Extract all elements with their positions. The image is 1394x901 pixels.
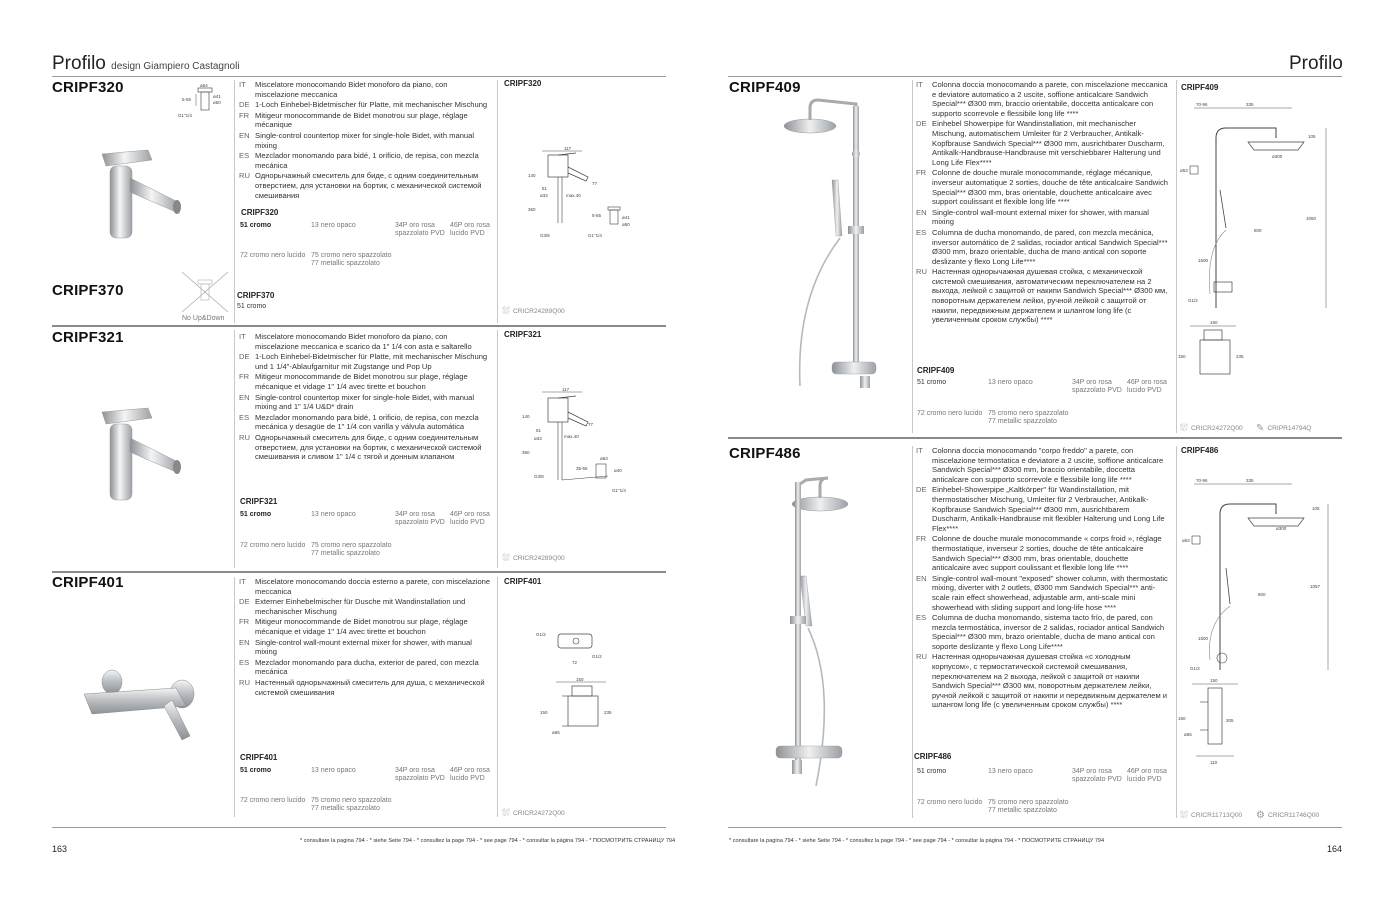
thermostat-cartridge-icon: ⚙ <box>1256 810 1265 821</box>
drawing-title: CRIPF401 <box>504 577 542 586</box>
drain-drawing-small <box>178 84 230 120</box>
column-divider <box>497 330 498 568</box>
svg-text:1057: 1057 <box>1310 584 1321 589</box>
svg-text:150: 150 <box>1178 354 1186 359</box>
column-divider <box>912 80 913 433</box>
svg-text:360: 360 <box>528 207 536 212</box>
description-cripf321: IT Miscelatore monocomando Bidet monoforo da piano, con miscelazione meccanica e scarico da 1" 1/4 con asta e saltarello DE 1-Loch Einhebel-Bidetmischer für Platte, mit mechanischer Mischung und 1 1/4"-Ablaufgarnitur mit Zugstange und Pop Up FR Mitigeur monocommande de Bidet monotrou sur plage, réglage mécanique et vidage 1" 1/4 avec tirette et bouchon EN Single-control countertop mixer for single-hole Bidet, with manual mixing and 1" 1/4 U&D* drain ES Mezclador monomando para bidé, 1 orificio, de repisa, con mezcla mecánica y desagüe de 1" 1/4 con varilla y válvula automática RU Однорычажный смеситель для биде, с одним соединительным отверстием, для установки на бортик, с механической системой смешивания и сливом 1" 1/4 с тягой и донным клапаном <box>239 332 488 462</box>
svg-text:ø300: ø300 <box>1276 526 1287 531</box>
accessory-ref: ⛆ CRICR24272Q00 <box>502 808 565 819</box>
brand-title: Profilo <box>1289 53 1343 74</box>
accessory-ref: ⛆ CRICR24272Q00 <box>1180 423 1243 434</box>
finish-cromo: 51 cromo <box>917 768 947 775</box>
technical-drawing-cripf320 <box>522 145 652 240</box>
finish-nero-opaco: 13 nero opaco <box>311 511 356 518</box>
finish-cromo: 51 cromo <box>240 767 272 774</box>
drawing-title: CRIPF320 <box>504 79 542 88</box>
column-divider <box>234 330 235 568</box>
svg-text:235: 235 <box>604 710 612 715</box>
finish-oro-rosa-spazz: 34P oro rosa spazzolato PVD <box>1072 768 1122 783</box>
finish-nero-opaco: 13 nero opaco <box>311 767 356 774</box>
description-cripf320: IT Miscelatore monocomando Bidet monoforo da piano, con miscelazione meccanica DE 1-Loch Einhebel-Bidetmischer für Platte, mit mechanischer Mischung FR Mitigeur monocommande de Bidet monotrou sur plage, réglage mécanique EN Single-control countertop mixer for single-hole Bidet, with manual mixing ES Mezclador monomando para bidé, 1 orificio, de repisa, con mezcla mecánica RU Однорычажный смеситель для биде, с одним соединительным отверстием, для установки на бортик, с механической системой смешивания <box>239 80 488 200</box>
finish-cromo-nero-lucido: 72 cromo nero lucido <box>240 252 306 259</box>
svg-text:105: 105 <box>1312 506 1320 511</box>
svg-text:70-96: 70-96 <box>1196 102 1208 107</box>
footer-note: * consultare la pagina 794 - * siehe Seite 794 - * consultez la page 794 - * see page 794 - * consultar la página 794 - * ПОСМОТРИТЕ СТРАНИЦУ 794 <box>729 838 1105 844</box>
svg-text:ø64: ø64 <box>200 83 208 88</box>
finish-cromo: 51 cromo <box>917 379 947 386</box>
svg-text:ø41: ø41 <box>622 215 630 220</box>
shower-head-icon: ⛆ <box>502 553 510 564</box>
drawing-title: CRIPF321 <box>504 330 542 339</box>
column-divider <box>234 80 235 323</box>
finish-code: CRIPF401 <box>240 753 278 762</box>
svg-text:G1/2: G1/2 <box>1188 298 1198 303</box>
finish-metallic-spazz: 77 metallic spazzolato <box>311 260 380 267</box>
description-cripf409: IT Colonna doccia monocomando a parete, con miscelazione meccanica e deviatore automatico a 2 uscite, soffione anticalcare Sandwich Special*** Ø300 mm, braccio orientabile, doccetta anticalcare con supporto scorrevole e flessibile long life **** DE Einhebel Showerpipe für Wandinstallation, mit mechanischer Mischung, automatischem Umleiter für 2 Verbraucher, Antikalk-Kopfbrause Sandwich Special*** Ø300 mm, ausrichtbarer Duscharm, Antikalk-Handbrause-Handbrause mit verschiebbarer Halterung und Long Life Flex**** FR Colonne de douche murale monocommande, réglage mécanique, inverseur automatique 2 sorties, douche de tête anticalcaire Sandwich Special*** Ø300 mm, bras orientable, douchette anticalcaire avec support coulissant et flexible long life **** EN Single-control wall-mount external mixer for shower, with manual mixing ES Columna de ducha monomando, de pared, con mezcla mecánica, inversor automático de 2 salidas, rociador antical Sandwich Special*** Ø300 mm, brazo orientable, ducha de mano antical con soporte deslizante y flexo Long Life**** RU Настенная однорычажная душевая стойка, с механической системой смешивания, автоматическим переключателем на 2 выхода, лейкой с защитой от накипи Sandwich Special*** Ø300 мм, поворотным держателем лейки, ручной лейкой с защитой от накипи, передвижным держателем и шлангом long life (с увеличенным сроком службы) **** <box>916 80 1168 325</box>
finish-cromo-nero-lucido: 72 cromo nero lucido <box>917 799 983 806</box>
technical-drawing-cripf486 <box>1176 474 1336 770</box>
product-code: CRIPF486 <box>729 445 801 462</box>
finish-metallic-spazz: 77 metallic spazzolato <box>311 805 380 812</box>
svg-text:235: 235 <box>1236 354 1244 359</box>
svg-text:G3/8: G3/8 <box>540 233 550 238</box>
finish-cromo-nero-spazz: 75 cromo nero spazzolato <box>988 410 1069 417</box>
column-divider <box>234 577 235 817</box>
accessory-ref: ⛆ CRICR11713Q00 <box>1180 810 1243 821</box>
finish-cromo: 51 cromo <box>237 303 267 310</box>
svg-text:150: 150 <box>540 710 548 715</box>
svg-text:G1"1/4: G1"1/4 <box>588 233 602 238</box>
section-rule <box>728 437 1342 439</box>
technical-drawing-cripf321 <box>518 388 648 498</box>
column-divider <box>912 446 913 818</box>
column-divider <box>1176 80 1177 433</box>
finish-cromo-nero-spazz: 75 cromo nero spazzolato <box>988 799 1069 806</box>
svg-text:150: 150 <box>576 677 584 682</box>
shower-head-icon: ⛆ <box>1180 810 1188 821</box>
svg-text:max.40: max.40 <box>564 434 579 439</box>
finish-metallic-spazz: 77 metallic spazzolato <box>988 807 1057 814</box>
svg-text:35-55: 35-55 <box>576 466 588 471</box>
svg-text:5-55: 5-55 <box>592 213 602 218</box>
finish-oro-rosa-spazz: 34P oro rosa spazzolato PVD <box>1072 379 1122 394</box>
brand-title: Profilo <box>52 53 106 74</box>
svg-text:ø41: ø41 <box>213 94 221 99</box>
footer-note: * consultare la pagina 794 - * siehe Seite 794 - * consultez la page 794 - * see page 794 - * consultar la página 794 - * ПОСМОТРИТЕ СТРАНИЦУ 794 <box>300 838 676 844</box>
svg-text:G3/8: G3/8 <box>534 474 544 479</box>
column-divider <box>497 80 498 323</box>
header-rule <box>728 76 1342 77</box>
product-code: CRIPF320 <box>52 79 124 96</box>
finish-oro-rosa-spazz: 34P oro rosa spazzolato PVD <box>395 767 445 782</box>
svg-text:800: 800 <box>1258 592 1266 597</box>
description-cripf486: IT Colonna doccia monocomando "corpo freddo" a parete, con miscelazione termostatica e deviatore a 2 uscite, soffione anticalcare Sandwich Special*** Ø300 mm, braccio orientabile, doccetta anticalcare con supporto scorrevole e flessibile long life **** DE Einhebel-Showerpipe „Kaltkörper" für Wandinstallation, mit thermostatischer Mischung, Umleiter für 2 Verbraucher, Antikalk-Kopfbrause Sandwich Special*** Ø300 mm, ausrichtbarem Duscharm, Antikalk-Handbrause mit flexibler Halterung und Long Life Flex**** FR Colonne de douche murale monocommande « corps froid », réglage thermostatique, inverseur 2 sorties, douche de tête anticalcaire Sandwich Special*** Ø300 mm, bras orientable, douchette anticalcaire avec support coulissant et flexible long life **** EN Single-control wall-mount "exposed" shower column, with thermostatic mixing, diverter with 2 outlets, Ø300 mm Sandwich Special*** anti-scale rain effect showerhead, adjustable arm, anti-scale mini showerhead with sliding support and long-life hose **** ES Columna de ducha monomando, sistema tacto frío, de pared, con mezcla termostática, inversor de 2 salidas, rociador antical Sandwich Special*** Ø300 mm, brazo orientable, ducha de mano antical con soporte deslizante y flexo Long Life**** RU Настенная однорычажная душевая стойка «с холодным корпусом», с термостатической системой смешивания, переключателем на 2 выхода, лейкой с защитой от накипи Sandwich Special*** Ø300 мм, поворотным держателем лейки, ручной лейкой с защитой от накипи и передвижным держателем и шлангом long life (с увеличенным сроком службы) **** <box>916 446 1168 710</box>
finish-cromo: 51 cromo <box>240 511 272 518</box>
svg-text:51: 51 <box>536 428 542 433</box>
svg-text:77: 77 <box>588 422 594 427</box>
accessory-ref: ✎ CRIPR14794Q <box>1256 423 1312 434</box>
finish-code: CRIPF486 <box>914 752 952 761</box>
finish-oro-rosa-lucido: 46P oro rosa lucido PVD <box>1127 379 1167 394</box>
svg-text:G1/2: G1/2 <box>1190 666 1200 671</box>
header-rule <box>52 76 666 77</box>
svg-text:335: 335 <box>1246 102 1254 107</box>
footer-rule <box>52 827 666 828</box>
page-number: 163 <box>52 844 68 854</box>
bidet-mixer-image <box>96 146 186 246</box>
finish-cromo-nero-spazz: 75 cromo nero spazzolato <box>311 542 392 549</box>
finish-nero-opaco: 13 nero opaco <box>311 222 356 229</box>
section-rule <box>52 571 666 573</box>
technical-drawing-cripf401 <box>536 628 626 740</box>
svg-text:105: 105 <box>1308 134 1316 139</box>
page-header-left <box>52 53 240 75</box>
accessory-ref: ⛆ CRICR24289Q00 <box>502 553 565 564</box>
svg-text:ø33: ø33 <box>540 193 548 198</box>
svg-text:150: 150 <box>1178 716 1186 721</box>
finish-oro-rosa-lucido: 46P oro rosa lucido PVD <box>450 511 490 526</box>
thermostatic-shower-column-image <box>776 476 896 816</box>
finish-cromo-nero-lucido: 72 cromo nero lucido <box>240 542 306 549</box>
column-divider <box>497 577 498 817</box>
finish-metallic-spazz: 77 metallic spazzolato <box>988 418 1057 425</box>
svg-text:ø40: ø40 <box>614 468 622 473</box>
finish-nero-opaco: 13 nero opaco <box>988 379 1033 386</box>
svg-text:140: 140 <box>528 173 536 178</box>
finish-cromo: 51 cromo <box>240 222 272 229</box>
svg-text:ø63: ø63 <box>600 456 608 461</box>
svg-text:77: 77 <box>592 181 598 186</box>
svg-text:max.40: max.40 <box>566 193 581 198</box>
finish-code: CRIPF370 <box>237 291 275 300</box>
svg-text:150: 150 <box>1210 678 1218 683</box>
page-number: 164 <box>1327 844 1343 854</box>
svg-text:ø50: ø50 <box>213 100 221 105</box>
accessory-ref: ⚙ CRICR11746Q00 <box>1256 810 1320 821</box>
accessory-ref: ⛆ CRICR24289Q00 <box>502 306 565 317</box>
svg-text:G1/2: G1/2 <box>592 654 602 659</box>
shower-mixer-image <box>78 666 208 746</box>
finish-cromo-nero-spazz: 75 cromo nero spazzolato <box>311 797 392 804</box>
svg-text:ø65: ø65 <box>1184 732 1192 737</box>
shower-head-icon: ⛆ <box>502 808 510 819</box>
shower-head-icon: ⛆ <box>502 306 510 317</box>
svg-text:800: 800 <box>1254 228 1262 233</box>
finish-nero-opaco: 13 nero opaco <box>988 768 1033 775</box>
svg-text:70-96: 70-96 <box>1196 478 1208 483</box>
finish-oro-rosa-spazz: 34P oro rosa spazzolato PVD <box>395 222 445 237</box>
finish-metallic-spazz: 77 metallic spazzolato <box>311 550 380 557</box>
svg-text:117: 117 <box>562 387 570 392</box>
svg-text:1050: 1050 <box>1306 216 1317 221</box>
bidet-mixer-drain-image <box>96 404 186 508</box>
svg-text:140: 140 <box>522 414 530 419</box>
product-code: CRIPF409 <box>729 79 801 96</box>
finish-code: CRIPF320 <box>241 208 279 217</box>
svg-text:360: 360 <box>522 450 530 455</box>
shower-head-icon: ⛆ <box>1180 423 1188 434</box>
svg-text:ø50: ø50 <box>622 222 630 227</box>
finish-oro-rosa-lucido: 46P oro rosa lucido PVD <box>1127 768 1167 783</box>
drawing-title: CRIPF486 <box>1181 446 1219 455</box>
svg-text:ø33: ø33 <box>534 436 542 441</box>
finish-cromo-nero-spazz: 75 cromo nero spazzolato <box>311 252 392 259</box>
svg-text:ø300: ø300 <box>1272 154 1283 159</box>
section-rule <box>52 325 666 327</box>
description-cripf401: IT Miscelatore monocomando doccia esterno a parete, con miscelazione meccanica DE Externer Einhebelmischer für Dusche mit Wandinstallation und mechanischer Mischung FR Mitigeur monocommande de Bidet monotrou sur plage, réglage mécanique et vidage 1" 1/4 avec tirette et bouchon EN Single-control wall-mount external mixer for shower, with manual mixing ES Mezclador monomando para ducha, exterior de pared, con mezcla mecánica RU Настенный однорычажный смеситель для душа, с механической системой смешивания <box>239 577 491 697</box>
svg-text:305: 305 <box>1226 718 1234 723</box>
footer-rule <box>728 827 1342 828</box>
svg-text:ø53: ø53 <box>1180 168 1188 173</box>
svg-text:ø65: ø65 <box>552 730 560 735</box>
svg-text:5-55: 5-55 <box>182 97 192 102</box>
svg-text:335: 335 <box>1246 478 1254 483</box>
finish-oro-rosa-lucido: 46P oro rosa lucido PVD <box>450 222 490 237</box>
crossed-out-drain-icon <box>180 270 230 314</box>
finish-cromo-nero-lucido: 72 cromo nero lucido <box>240 797 306 804</box>
svg-text:72: 72 <box>572 660 578 665</box>
product-code: CRIPF321 <box>52 329 124 346</box>
svg-text:110: 110 <box>1210 760 1218 765</box>
finish-code: CRIPF409 <box>917 366 955 375</box>
svg-text:ø53: ø53 <box>1182 538 1190 543</box>
svg-text:G1"1/4: G1"1/4 <box>612 488 626 493</box>
svg-text:G1/2: G1/2 <box>536 632 546 637</box>
shower-column-image <box>776 96 896 416</box>
svg-text:1500: 1500 <box>1198 258 1209 263</box>
svg-text:150: 150 <box>1210 320 1218 325</box>
finish-cromo-nero-lucido: 72 cromo nero lucido <box>917 410 983 417</box>
finish-oro-rosa-lucido: 46P oro rosa lucido PVD <box>450 767 490 782</box>
drawing-title: CRIPF409 <box>1181 83 1219 92</box>
technical-drawing-cripf409 <box>1176 98 1336 388</box>
svg-text:51: 51 <box>542 186 548 191</box>
svg-text:1500: 1500 <box>1198 636 1209 641</box>
svg-text:G1"1/4: G1"1/4 <box>178 113 192 118</box>
hand-shower-icon: ✎ <box>1256 423 1265 434</box>
column-divider <box>1176 446 1177 818</box>
no-up-down-note: No Up&Down <box>182 315 225 322</box>
finish-oro-rosa-spazz: 34P oro rosa spazzolato PVD <box>395 511 445 526</box>
product-code: CRIPF370 <box>52 282 124 299</box>
finish-code: CRIPF321 <box>240 497 278 506</box>
svg-text:117: 117 <box>564 146 572 151</box>
designer-credit: design Giampiero Castagnoli <box>111 61 240 72</box>
product-code: CRIPF401 <box>52 574 124 591</box>
